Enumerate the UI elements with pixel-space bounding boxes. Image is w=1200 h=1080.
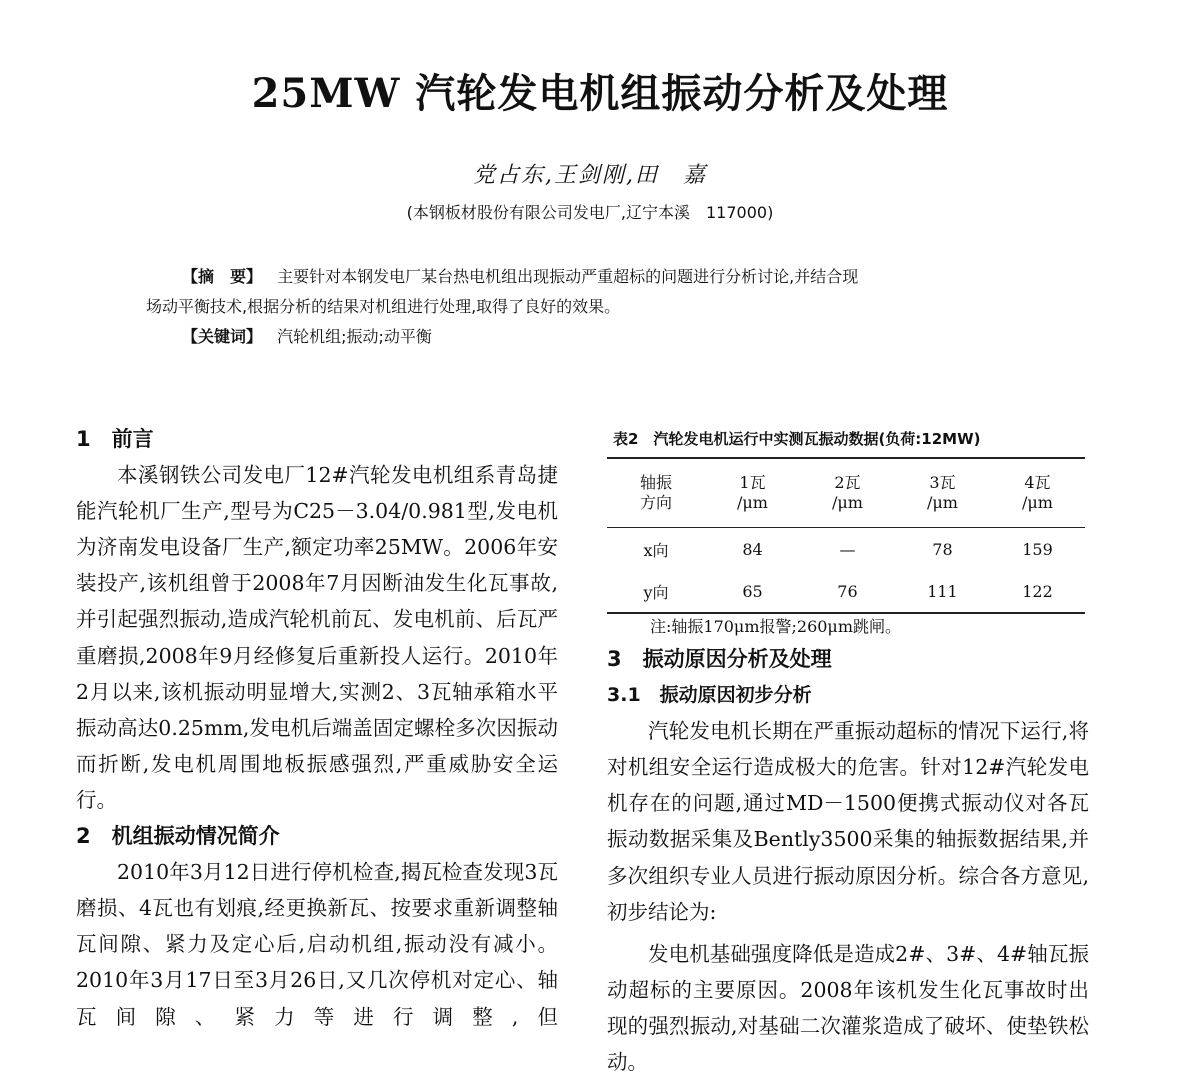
table-cell: y向 [607,570,705,613]
abstract-text-1: 主要针对本钢发电厂某台热电机组出现振动严重超标的问题进行分析讨论,并结合现 [277,267,859,286]
section-1-body: 本溪钢铁公司发电厂12#汽轮发电机组系青岛捷能汽轮机厂生产,型号为C25－3.04/0.981型,发电机为济南发电设备厂生产,额定功率25MW。2006年安装投产,该机组曾于2008年7月因断油发生化瓦事故,并引起强烈振动,造成汽轮机前瓦、发电机前、后瓦严重磨损,2008年9月经修复后重新投人运行。2010年2月以来,该机振动明显增大,实测2、3瓦轴承箱水平振动高达0.25mm,发电机后端盖固定螺栓多次因振动而折断,发电机周围地板振感强烈,严重威胁安全运行。 [76,463,558,812]
table-cell: 76 [800,570,895,613]
table-note: 注:轴振170μm报警;260μm跳闸。 [650,617,902,636]
section-2-heading: 2 机组振动情况简介 [76,824,280,849]
table-cell: 78 [932,539,953,559]
right-column [607,641,1089,1080]
affiliation: (本钢板材股份有限公司发电厂,辽宁本溪 117000) [406,203,774,222]
paper-title: 25MW 汽轮发电机组振动分析及处理 [251,70,949,117]
authors: 党占东,王剑刚,田 嘉 [473,163,707,188]
section-3-1-conclusion: 发电机基础强度降低是造成2#、3#、4#轴瓦振动超标的主要原因。2008年该机发生化瓦事故时出现的强烈振动,对基础二次灌浆造成了破坏、使垫铁松动。 [607,941,1089,1075]
table-header-cell: 3瓦 /μm [895,458,990,528]
table-cell: 65 [705,570,800,613]
left-column [76,421,558,1035]
section-2-body: 2010年3月12日进行停机检查,揭瓦检查发现3瓦磨损、4瓦也有划痕,经更换新瓦、按要求重新调整轴瓦间隙、紧力及定心后,启动机组,振动没有减小。2010年3月17日至3月26日,又几次停机对定心、轴瓦间隙、紧力等进行调整,但 [76,860,558,1029]
table-cell: 84 [742,539,763,559]
section-3-1-body: 汽轮发电机长期在严重振动超标的情况下运行,将对机组安全运行造成极大的危害。针对12#汽轮发电机存在的问题,通过MD－1500便携式振动仪对各瓦振动数据采集及Bently3500采集的轴振数据结果,并多次组织专业人员进行振动原因分析。综合各方意见,初步结论为: [607,719,1089,924]
table-cell: 111 [895,570,990,613]
table-cell: 159 [1022,539,1053,559]
section-3-heading: 3 振动原因分析及处理 [607,647,832,671]
vibration-table [607,457,1085,614]
section-3-1-heading: 3.1 振动原因初步分析 [607,684,812,707]
table-header-cell: 2瓦 /μm [800,458,895,528]
abstract-label: 【摘 要】 [182,267,263,286]
table-row [607,528,1085,571]
abstract-text-2: 场动平衡技术,根据分析的结果对机组进行处理,取得了良好的效果。 [146,297,621,316]
keywords-text: 汽轮机组;振动;动平衡 [277,327,432,346]
section-1-heading: 1 前言 [76,427,154,451]
table-header-cell: 轴振 方向 [607,458,705,528]
table-header-row [607,458,1085,528]
table-cell: 122 [990,570,1085,613]
table-caption: 表2 汽轮发电机运行中实测瓦振动数据(负荷:12MW) [613,430,981,448]
table-cell: — [839,539,856,559]
abstract-line-1 [182,262,858,292]
table-cell: x向 [643,540,669,560]
keywords [182,322,432,352]
table-header-cell: 1瓦 /μm [705,458,800,528]
keywords-label: 【关键词】 [182,327,263,346]
table-row [607,570,1085,613]
table-header-cell: 4瓦 /μm [990,458,1085,528]
